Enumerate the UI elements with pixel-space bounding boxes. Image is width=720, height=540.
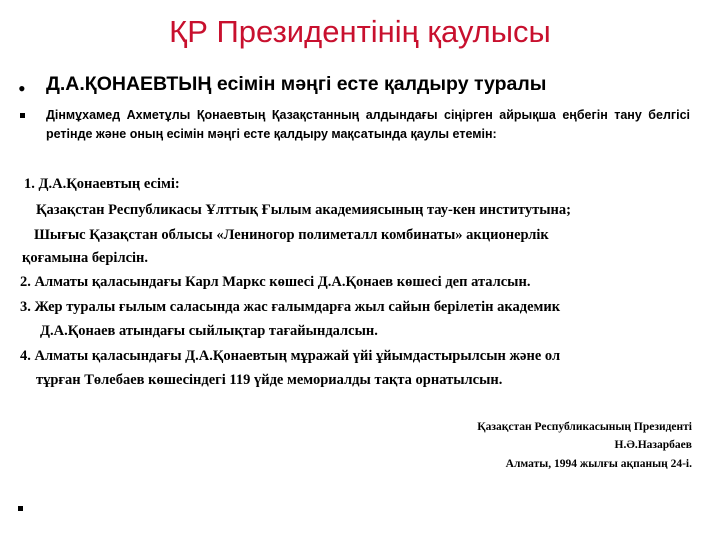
bullet-dot: • (18, 76, 26, 101)
decree-item: тұрған Төлебаев көшесіндегі 119 үйде мемориалды тақта орнатылсын. (36, 372, 503, 388)
decree-intro: Дінмұхамед Ахметұлы Қонаевтың Қазақстанның алдындағы сіңірген айрықша еңбегін тану белгісі ретінде және оның есімін мәңгі есте қалдыру мақсатында қаулы етемін: (46, 108, 690, 141)
signature-name: Н.Ә.Назарбаев (614, 439, 692, 451)
decree-item: 1. Д.А.Қонаевтың есімі: (24, 176, 180, 192)
decree-item: 2. Алматы қаласындағы Карл Маркс көшесі Д.А.Қонаев көшесі деп аталсын. (20, 274, 531, 290)
signature-position: Қазақстан Республикасының Президенті (477, 421, 692, 433)
slide-title: ҚР Президентінің қаулысы (169, 14, 551, 49)
signature-place-date: Алматы, 1994 жылғы ақпаның 24-і. (505, 458, 692, 470)
decree-item: Шығыс Қазақстан облысы «Лениногор полиметалл комбинаты» акционерлік (34, 227, 549, 243)
bullet-square-icon (18, 506, 23, 511)
decree-item: 4. Алматы қаласындағы Д.А.Қонаевтың мұражай үйі ұйымдастырылсын және ол (20, 348, 561, 364)
decree-item: Қазақстан Республикасы Ұлттық Ғылым академиясының тау-кен институтына; (36, 202, 571, 218)
decree-item: Д.А.Қонаев атындағы сыйлықтар тағайындалсын. (40, 323, 378, 339)
bullet-square-icon (20, 113, 25, 118)
decree-item: 3. Жер туралы ғылым саласында жас ғалымдарға жыл сайын берілетін академик (20, 299, 561, 315)
decree-heading: Д.А.ҚОНАЕВТЫҢ есімін мәңгі есте қалдыру туралы (46, 73, 547, 95)
decree-item: қоғамына берілсін. (22, 250, 149, 266)
